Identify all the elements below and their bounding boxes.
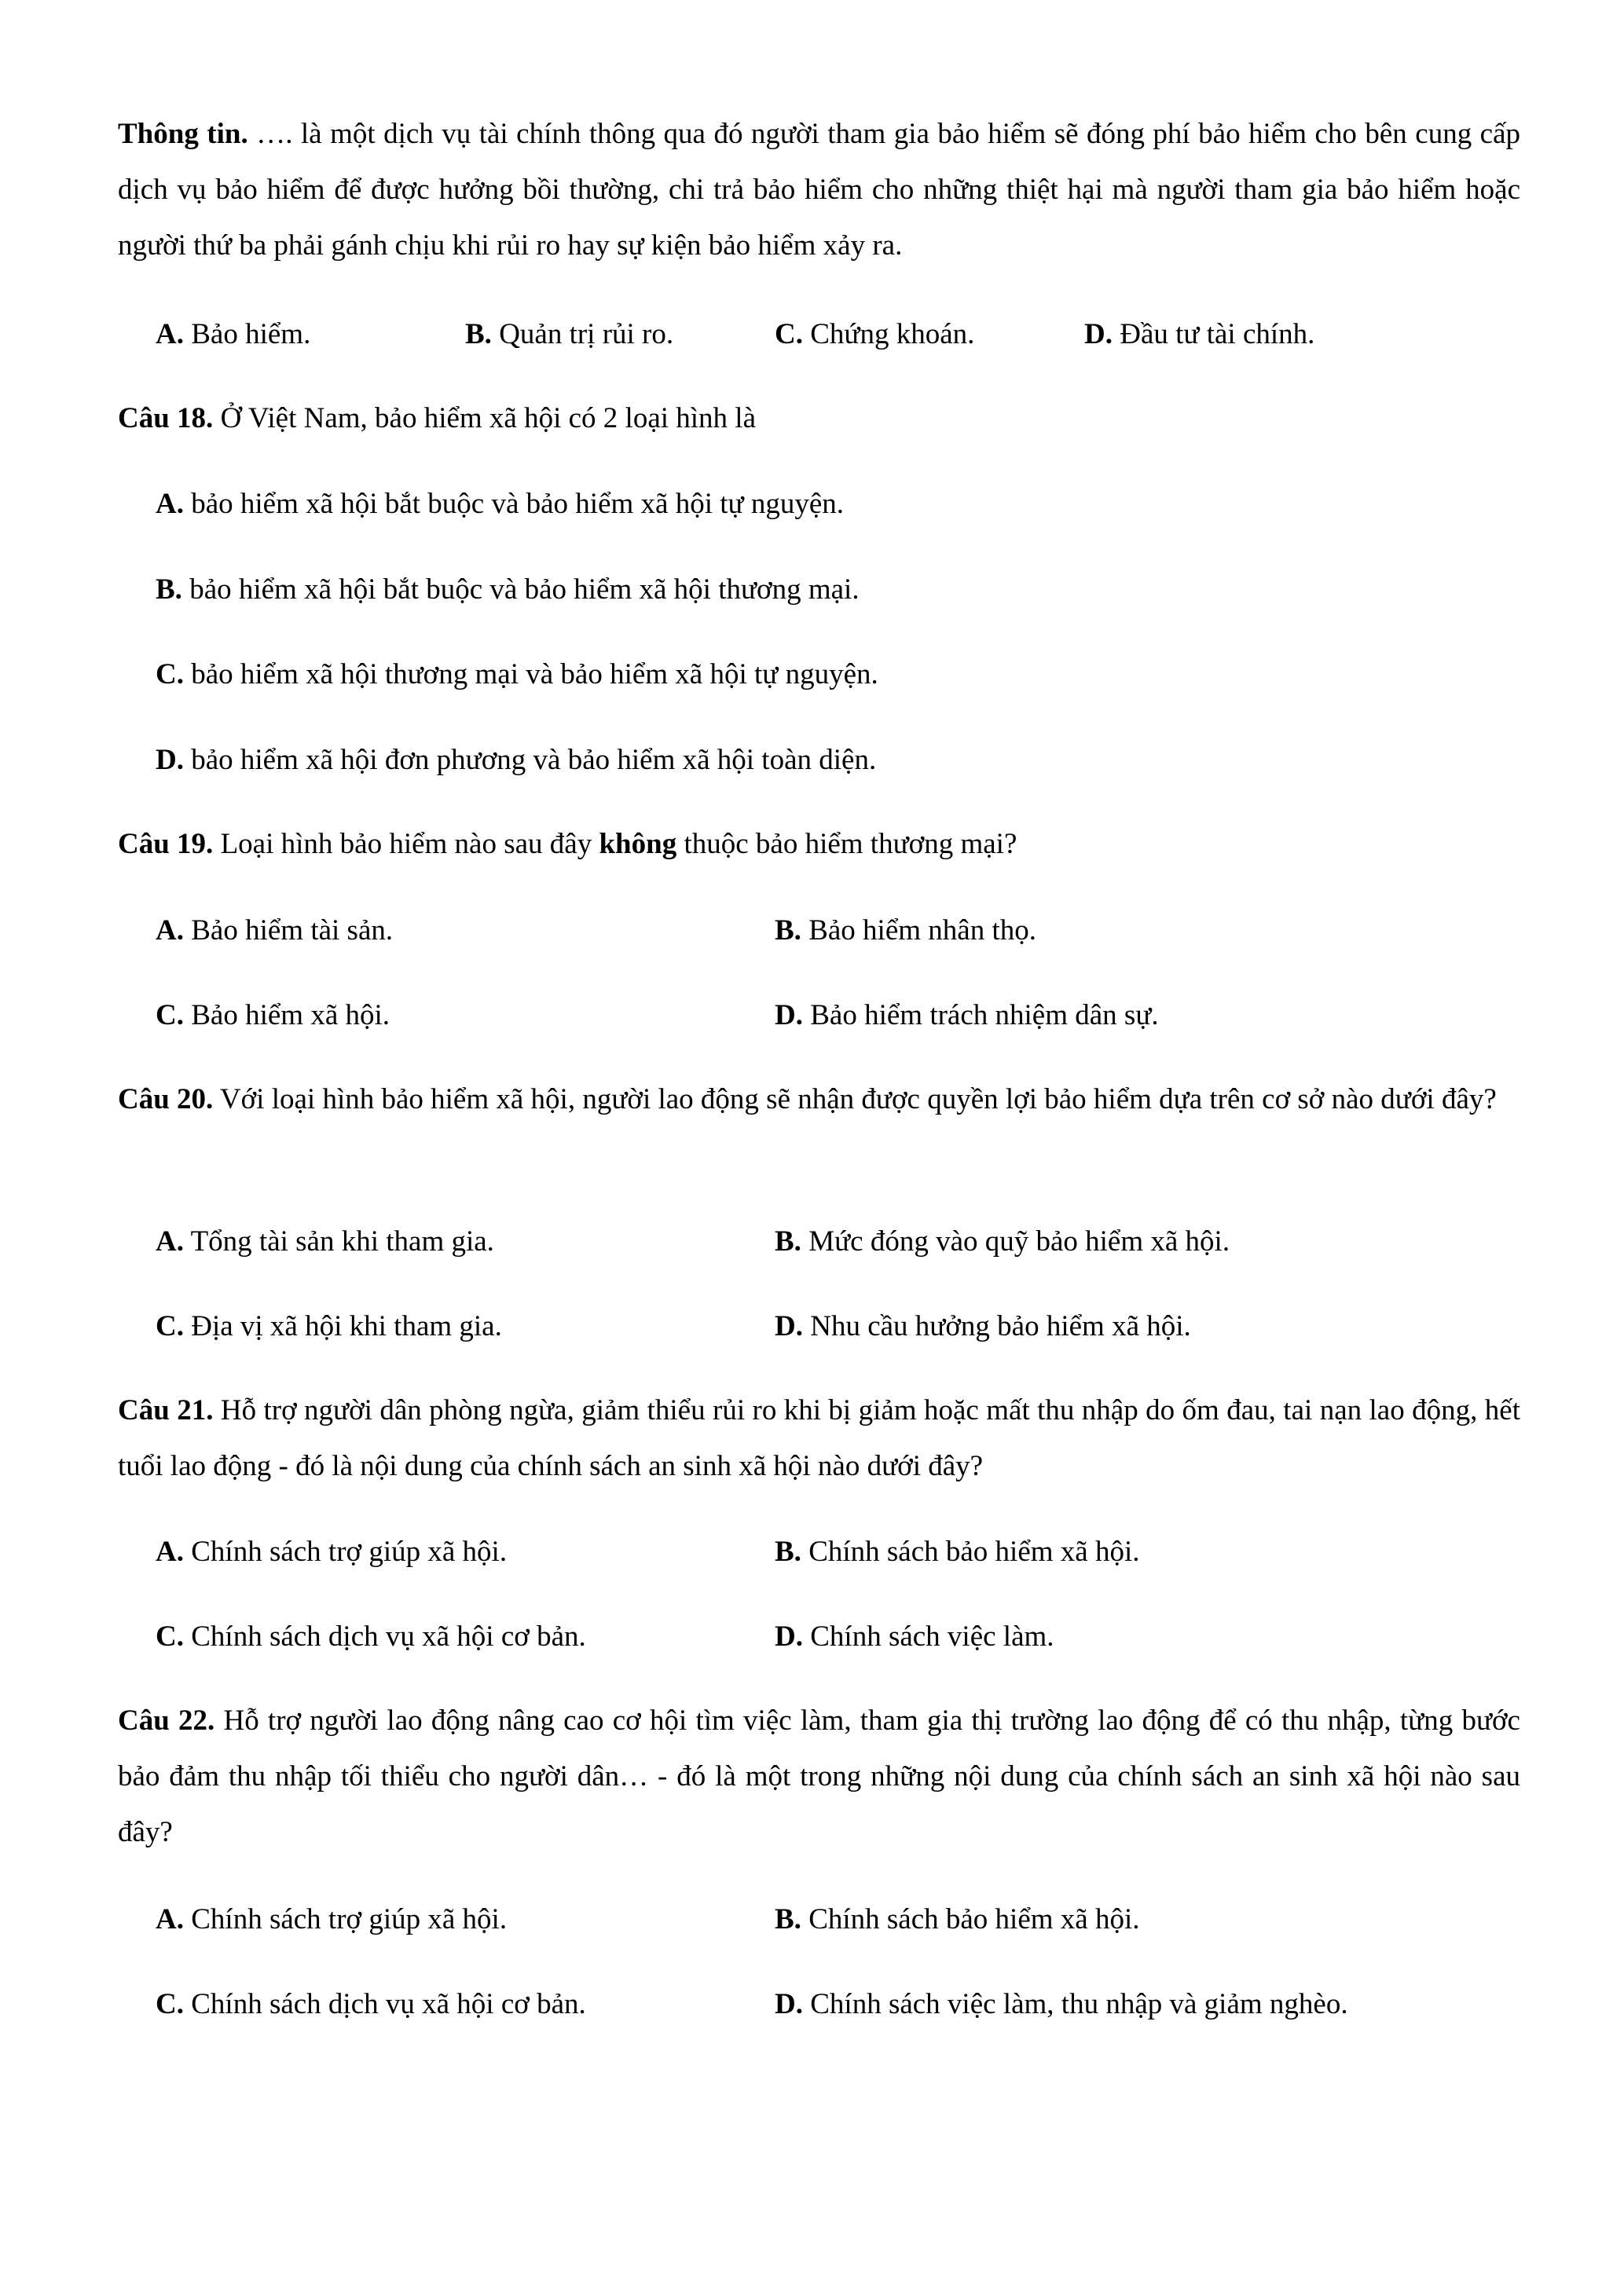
q20-option-b: B. Mức đóng vào quỹ bảo hiểm xã hội. <box>775 1225 1230 1258</box>
question-19-label: Câu 19. <box>118 828 214 860</box>
question-18 <box>118 390 1520 446</box>
intro-text: …. là một dịch vụ tài chính thông qua đó người tham gia bảo hiểm sẽ đóng phí bảo hiểm cho bên cung cấp dịch vụ bảo hiểm để được hưởng bồi thường, chi trả bảo hiểm cho những thiệt hại mà người tham gia bảo hiểm hoặc người thứ ba phải gánh chịu khi rủi ro hay sự kiện bảo hiểm xảy ra. <box>118 118 1520 262</box>
question-22 <box>118 1693 1520 1860</box>
question-20-text: Với loại hình bảo hiểm xã hội, người lao động sẽ nhận được quyền lợi bảo hiểm dựa trên cơ sở nào dưới đây? <box>213 1083 1497 1115</box>
q21-option-b: B. Chính sách bảo hiểm xã hội. <box>775 1536 1140 1568</box>
question-19-emphasis: không <box>599 828 677 860</box>
q19-option-a: A. Bảo hiểm tài sản. <box>156 914 394 947</box>
q19-option-d: D. Bảo hiểm trách nhiệm dân sự. <box>775 999 1159 1031</box>
intro-label: Thông tin. <box>118 118 248 150</box>
question-22-label: Câu 22. <box>118 1705 215 1737</box>
q19-option-c: C. Bảo hiểm xã hội. <box>156 999 390 1031</box>
intro-option-d: D. Đầu tư tài chính. <box>1084 318 1315 350</box>
q20-option-d: D. Nhu cầu hưởng bảo hiểm xã hội. <box>775 1310 1191 1342</box>
q19-option-b: B. Bảo hiểm nhân thọ. <box>775 914 1036 947</box>
question-18-label: Câu 18. <box>118 402 214 434</box>
question-20 <box>118 1071 1520 1127</box>
intro-option-b: B. Quản trị rủi ro. <box>465 318 674 350</box>
question-18-text: Ở Việt Nam, bảo hiểm xã hội có 2 loại hình là <box>213 402 757 434</box>
intro-option-a: A. Bảo hiểm. <box>156 318 311 350</box>
q22-option-a: A. Chính sách trợ giúp xã hội. <box>156 1903 508 1935</box>
q18-option-b: B. bảo hiểm xã hội bắt buộc và bảo hiểm xã hội thương mại. <box>156 573 860 606</box>
question-20-label: Câu 20. <box>118 1083 214 1115</box>
q21-option-d: D. Chính sách việc làm. <box>775 1620 1054 1653</box>
q21-option-c: C. Chính sách dịch vụ xã hội cơ bản. <box>156 1620 586 1653</box>
q22-option-c: C. Chính sách dịch vụ xã hội cơ bản. <box>156 1988 586 2020</box>
q18-option-c: C. bảo hiểm xã hội thương mại và bảo hiểm xã hội tự nguyện. <box>156 658 878 690</box>
q22-option-b: B. Chính sách bảo hiểm xã hội. <box>775 1903 1140 1935</box>
question-22-text: Hỗ trợ người lao động nâng cao cơ hội tìm việc làm, tham gia thị trường lao động để có thu nhập, từng bước bảo đảm thu nhập tối thiểu cho người dân… - đó là một trong những nội dung của chính sách an sinh xã hội nào sau đây? <box>118 1705 1520 1848</box>
q18-option-a: A. bảo hiểm xã hội bắt buộc và bảo hiểm xã hội tự nguyện. <box>156 488 844 520</box>
question-19: Câu 19. Loại hình bảo hiểm nào sau đây không thuộc bảo hiểm thương mại? <box>118 828 1017 860</box>
q18-option-d: D. bảo hiểm xã hội đơn phương và bảo hiểm xã hội toàn diện. <box>156 744 877 776</box>
q20-option-c: C. Địa vị xã hội khi tham gia. <box>156 1310 502 1342</box>
question-21-label: Câu 21. <box>118 1394 214 1426</box>
q20-option-a: A. Tổng tài sản khi tham gia. <box>156 1225 494 1258</box>
intro-paragraph <box>118 106 1520 273</box>
question-21-text: Hỗ trợ người dân phòng ngừa, giảm thiểu rủi ro khi bị giảm hoặc mất thu nhập do ốm đau, tai nạn lao động, hết tuổi lao động - đó là nội dung của chính sách an sinh xã hội nào dưới đây? <box>118 1394 1520 1482</box>
question-21 <box>118 1382 1520 1494</box>
intro-option-c: C. Chứng khoán. <box>775 318 975 350</box>
q21-option-a: A. Chính sách trợ giúp xã hội. <box>156 1536 508 1568</box>
q22-option-d: D. Chính sách việc làm, thu nhập và giảm nghèo. <box>775 1988 1348 2020</box>
